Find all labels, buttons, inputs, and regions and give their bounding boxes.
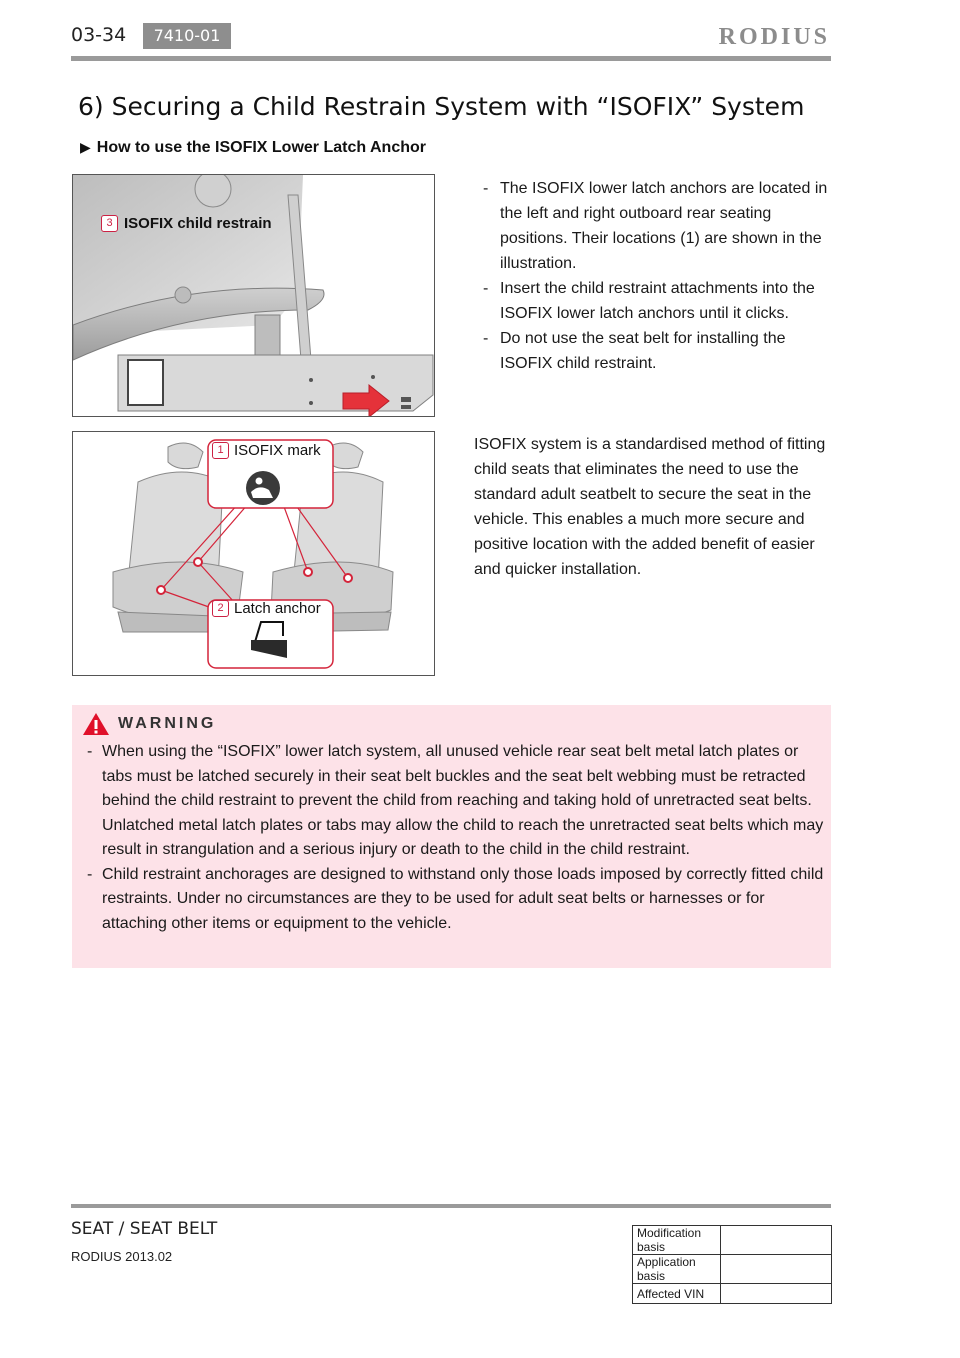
table-row [633,1226,832,1255]
callout-isofix-child-restrain [101,215,272,232]
figure-isofix-child-restraint [72,174,435,417]
callout-number-3: 3 [101,215,118,232]
section-subheading [80,139,426,157]
list-item: - The ISOFIX lower latch anchors are located in the left and right outboard rear seating positions. Their locations (1) are shown in the illustration. [480,176,840,276]
table-cell-label: Application basis [633,1255,721,1284]
subheading-text: How to use the ISOFIX Lower Latch Anchor [96,139,426,156]
rear-seats-illustration [73,432,434,675]
warning-list [82,740,827,936]
revision-table [632,1225,832,1304]
list-item: - When using the “ISOFIX” lower latch system, all unused vehicle rear seat belt metal latch plates or tabs must be latched securely in their seat belt buckles and the seat belt webbing must be retracted behind the child restraint to prevent the child from reaching and taking hold of unretracted seat belts. Unlatched metal latch plates or tabs may allow the child to reach the unretracted seat belts which may result in strangulation and a serious injury or death to the child in the child restraint. [82,740,827,863]
footer-rule [71,1204,831,1208]
table-cell-value [721,1284,832,1304]
section-code-badge: 7410-01 [143,23,231,49]
table-cell-label: Modification basis [633,1226,721,1255]
isofix-description: ISOFIX system is a standardised method of fitting child seats that eliminates the need to use the standard adult seatbelt to secure the seat in the vehicle. This enables a much more secure and positive location with the added benefit of easier and quicker installation. [474,436,826,578]
warning-title: WARNING [118,715,217,732]
callout-label-isofix-mark: ISOFIX mark [234,442,321,459]
header-rule [71,56,831,61]
table-row [633,1284,832,1304]
list-item: - Child restraint anchorages are designed to withstand only those loads imposed by correctly fitted child restraints. Under no circumstances are they to be used for adult seat belts or harnesses or for attaching other items or equipment to the vehicle. [82,863,827,937]
list-item: - Insert the child restraint attachments into the ISOFIX lower latch anchors until it clicks. [480,276,840,326]
callout-number-2: 2 [212,600,229,617]
callout-latch-anchor [212,600,321,617]
callout-label-latch-anchor: Latch anchor [234,600,321,617]
brand-logo: RODIUS [718,24,830,50]
callout-label-child-restrain: ISOFIX child restrain [124,215,272,232]
footer-title: SEAT / SEAT BELT [71,1219,218,1239]
list-item: - Do not use the seat belt for installing the ISOFIX child restraint. [480,326,840,376]
table-cell-value [721,1255,832,1284]
callout-number-1: 1 [212,442,229,459]
instruction-list [480,176,840,376]
page-number: 03-34 [71,24,127,46]
footer-subtitle: RODIUS 2013.02 [71,1249,173,1264]
callout-isofix-mark [212,442,321,459]
table-cell-label: Affected VIN [633,1284,721,1304]
figure-isofix-seat-anchors [72,431,435,676]
triangle-bullet-icon: ▶ [80,139,91,155]
warning-triangle-icon [82,712,110,736]
table-row [633,1255,832,1284]
warning-header [82,712,216,736]
child-restraint-illustration [73,175,434,416]
page-title: 6) Securing a Child Restrain System with “ISOFIX” System [78,92,805,121]
table-cell-value [721,1226,832,1255]
